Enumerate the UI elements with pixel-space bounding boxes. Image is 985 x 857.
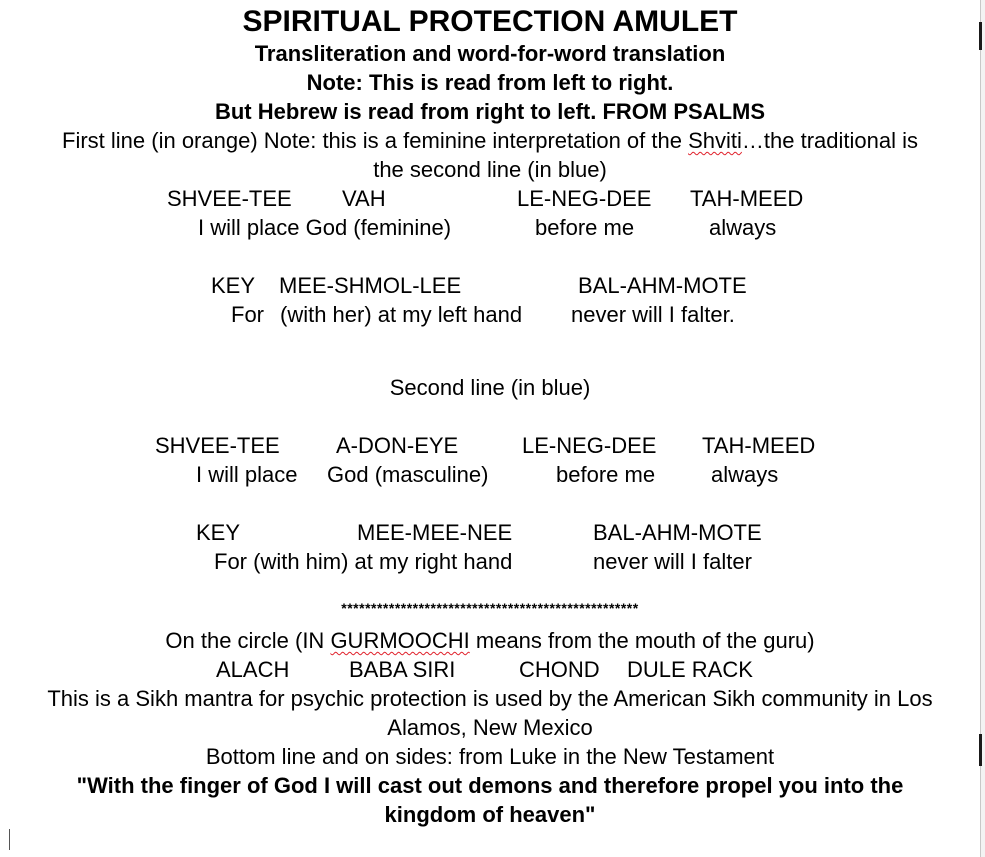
edge-marker: [979, 22, 982, 50]
translation-word: before me: [535, 215, 635, 240]
mantra-word: CHOND: [519, 657, 600, 682]
circle-text: On the circle (IN: [165, 628, 331, 653]
translation-word: (with her) at my left hand: [280, 302, 523, 327]
document-subtitle: Transliteration and word-for-word translation: [254, 41, 726, 66]
edge-marker: [979, 734, 982, 766]
translit-word: LE-NEG-DEE: [522, 433, 657, 458]
translation-word: always: [711, 462, 779, 487]
translit-word: SHVEE-TEE: [167, 186, 292, 211]
luke-quote-cont: kingdom of heaven": [384, 802, 596, 827]
mantra-word: DULE RACK: [627, 657, 753, 682]
asterisk-separator: **************************************************: [341, 600, 639, 616]
translit-word: A-DON-EYE: [336, 433, 459, 458]
translit-word: LE-NEG-DEE: [517, 186, 652, 211]
circle-text-end: means from the mouth of the guru): [469, 628, 815, 653]
translation-word: always: [709, 215, 777, 240]
translit-word: VAH: [342, 186, 386, 211]
first-line-intro: [0, 127, 980, 155]
translation-word: For (with him) at my right hand: [214, 549, 513, 574]
luke-quote: "With the finger of God I will cast out demons and therefore propel you into the: [76, 773, 904, 798]
translation-word: I will place: [196, 462, 298, 487]
translit-word: KEY: [211, 273, 256, 298]
hebrew-note: But Hebrew is read from right to left. FROM PSALMS: [214, 99, 766, 124]
translit-word: BAL-AHM-MOTE: [578, 273, 747, 298]
document-title: SPIRITUAL PROTECTION AMULET: [242, 5, 738, 38]
translation-word: before me: [556, 462, 656, 487]
translation-word: I will place God (feminine): [198, 215, 452, 240]
second-line-heading: Second line (in blue): [389, 375, 591, 400]
translit-word: TAH-MEED: [690, 186, 804, 211]
first-line-intro-cont: the second line (in blue): [373, 157, 607, 182]
translit-word: TAH-MEED: [702, 433, 816, 458]
sikh-mantra-text: This is a Sikh mantra for psychic protection is used by the American Sikh community in Los: [47, 686, 933, 711]
translit-word: SHVEE-TEE: [155, 433, 280, 458]
translit-word: BAL-AHM-MOTE: [593, 520, 762, 545]
reading-note: Note: This is read from left to right.: [306, 70, 674, 95]
intro-text: First line (in orange) Note: this is a feminine interpretation of the: [62, 128, 689, 153]
scrollbar-track[interactable]: [981, 0, 985, 857]
intro-text-end: …the traditional is: [741, 128, 918, 153]
translation-word: For: [231, 302, 264, 327]
spellcheck-word-shviti[interactable]: Shviti: [688, 128, 742, 153]
text-cursor: [9, 829, 10, 850]
circle-line: [0, 627, 980, 655]
sikh-mantra-text-cont: Alamos, New Mexico: [387, 715, 593, 740]
translit-word: MEE-MEE-NEE: [357, 520, 513, 545]
mantra-word: BABA SIRI: [349, 657, 456, 682]
translation-word: never will I falter.: [571, 302, 735, 327]
luke-reference: Bottom line and on sides: from Luke in the New Testament: [205, 744, 775, 769]
mantra-word: ALACH: [216, 657, 290, 682]
translit-word: KEY: [196, 520, 241, 545]
translation-word: God (masculine): [327, 462, 489, 487]
translit-word: MEE-SHMOL-LEE: [279, 273, 462, 298]
translation-word: never will I falter: [593, 549, 752, 574]
spellcheck-word-gurmoochi[interactable]: GURMOOCHI: [330, 628, 470, 653]
